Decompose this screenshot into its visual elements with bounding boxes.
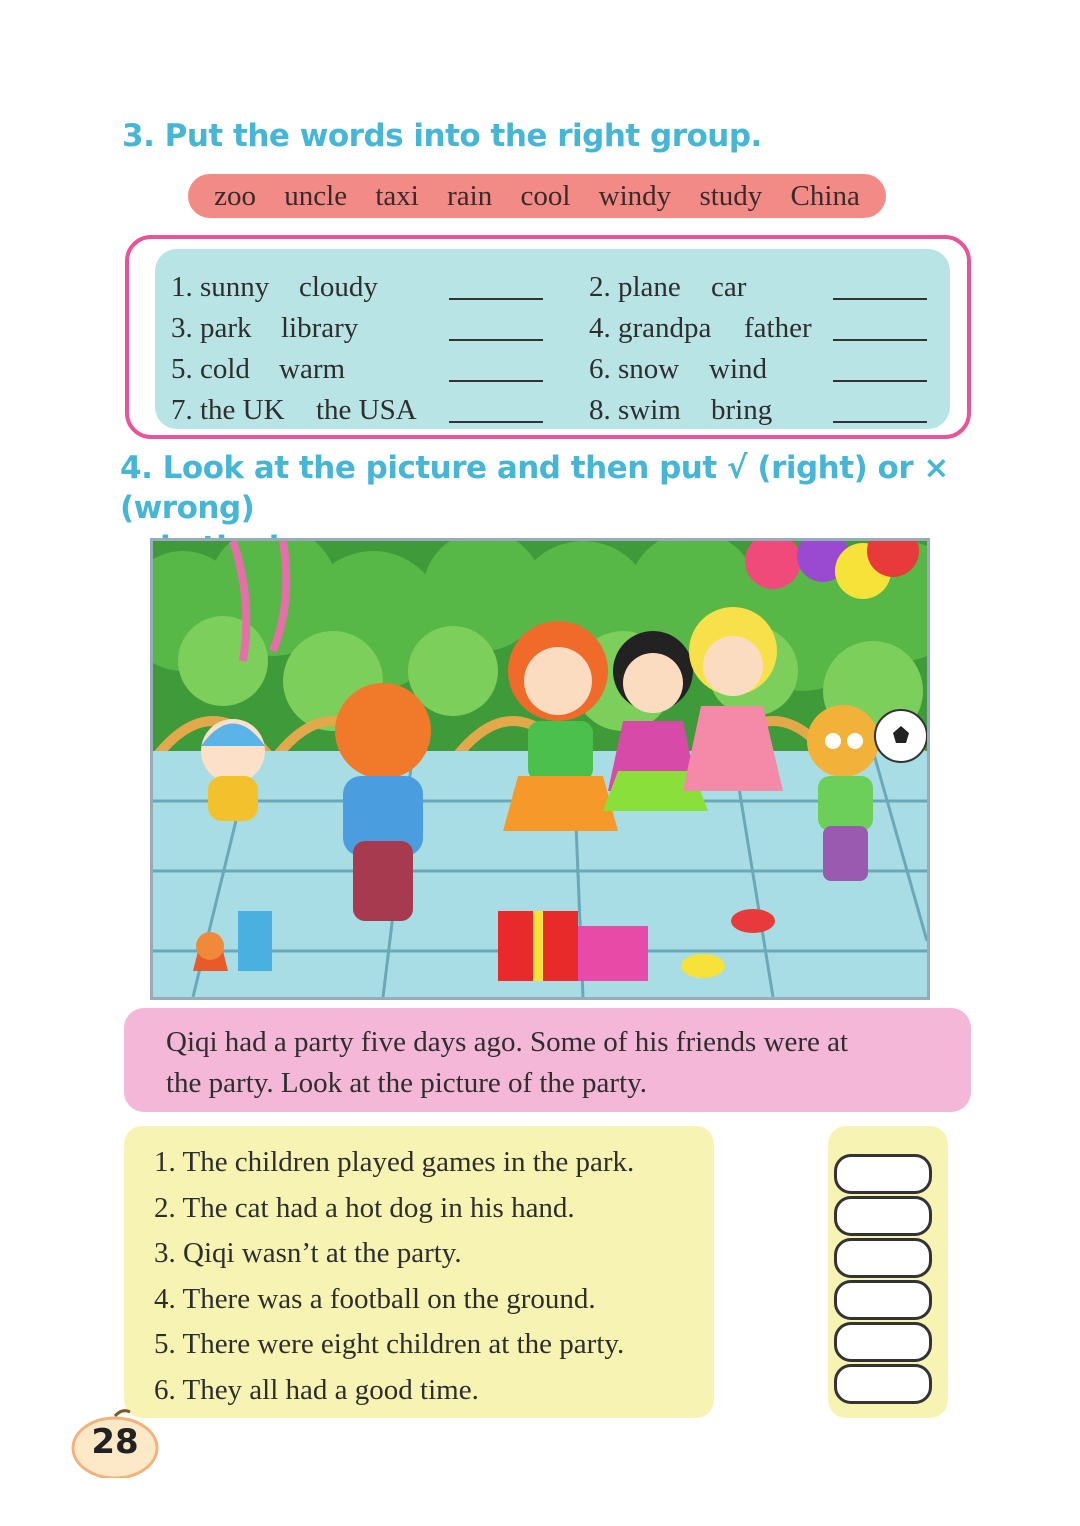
party-illustration	[150, 538, 930, 1000]
answer-checkbox[interactable]	[834, 1322, 932, 1362]
statement-item: 2. The cat had a hot dog in his hand.	[154, 1191, 575, 1224]
item-word: sunny	[200, 271, 270, 303]
answer-blank[interactable]	[833, 420, 927, 423]
word-bank-item: zoo	[214, 179, 256, 212]
answer-blank[interactable]	[833, 297, 927, 300]
page-number-badge	[70, 1408, 160, 1478]
exercise-3-heading: 3. Put the words into the right group.	[122, 118, 762, 154]
answer-checkbox[interactable]	[834, 1238, 932, 1278]
item-word: plane	[618, 271, 681, 303]
story-line: the party. Look at the picture of the party.	[166, 1067, 648, 1099]
word-bank-item: windy	[598, 179, 672, 212]
statement-item: 5. There were eight children at the party.	[154, 1328, 625, 1360]
statement-item: 6. They all had a good time.	[154, 1373, 479, 1406]
group-item	[171, 353, 346, 386]
item-word: wind	[709, 353, 767, 385]
grouping-box	[125, 235, 971, 439]
word-bank-item: China	[790, 179, 860, 212]
item-word: cloudy	[299, 271, 378, 303]
group-item	[589, 353, 767, 386]
story-line: Qiqi had a party five days ago. Some of his friends were at	[166, 1026, 849, 1058]
item-number: 1.	[171, 271, 193, 303]
item-number: 4.	[589, 312, 611, 344]
item-word: snow	[618, 353, 680, 385]
word-bank-item: cool	[520, 179, 571, 212]
answer-blank[interactable]	[449, 420, 543, 423]
answer-checkbox[interactable]	[834, 1196, 932, 1236]
group-item	[171, 312, 359, 345]
answer-checkbox[interactable]	[834, 1280, 932, 1320]
answer-checkbox[interactable]	[834, 1364, 932, 1404]
item-word: bring	[711, 394, 773, 426]
word-bank-item: taxi	[375, 179, 419, 212]
item-number: 6.	[589, 353, 611, 385]
group-item	[589, 394, 773, 427]
word-bank-item: uncle	[284, 179, 348, 212]
item-number: 7.	[171, 394, 193, 426]
story-box	[124, 1008, 971, 1112]
item-word: the USA	[316, 394, 417, 426]
item-word: library	[281, 312, 359, 344]
item-word: father	[744, 312, 812, 344]
word-bank-item: study	[699, 179, 763, 212]
answer-blank[interactable]	[449, 379, 543, 382]
answer-blank[interactable]	[449, 338, 543, 341]
group-item	[171, 271, 378, 304]
answer-boxes-panel	[828, 1126, 948, 1418]
item-word: warm	[279, 353, 346, 385]
group-item	[589, 271, 747, 304]
item-word: the UK	[200, 394, 285, 426]
statement-list	[124, 1126, 714, 1418]
group-item	[589, 312, 812, 345]
item-word: grandpa	[618, 312, 712, 344]
item-number: 2.	[589, 271, 611, 303]
item-word: car	[711, 271, 747, 303]
grouping-panel	[155, 249, 950, 429]
item-number: 5.	[171, 353, 193, 385]
item-word: swim	[618, 394, 681, 426]
statement-item: 4. There was a football on the ground.	[154, 1282, 596, 1315]
statement-item: 1. The children played games in the park.	[154, 1146, 635, 1178]
item-word: park	[200, 312, 252, 344]
statement-item: 3. Qiqi wasn’t at the party.	[154, 1237, 462, 1269]
word-bank-item: rain	[447, 179, 493, 212]
group-item	[171, 394, 417, 427]
page-number: 28	[91, 1422, 139, 1462]
answer-checkbox[interactable]	[834, 1154, 932, 1194]
answer-blank[interactable]	[833, 338, 927, 341]
item-word: cold	[200, 353, 250, 385]
answer-blank[interactable]	[833, 379, 927, 382]
answer-blank[interactable]	[449, 297, 543, 300]
heading-line: 4. Look at the picture and then put √ (right) or × (wrong)	[120, 450, 949, 526]
item-number: 3.	[171, 312, 193, 344]
item-number: 8.	[589, 394, 611, 426]
word-bank	[188, 174, 886, 218]
